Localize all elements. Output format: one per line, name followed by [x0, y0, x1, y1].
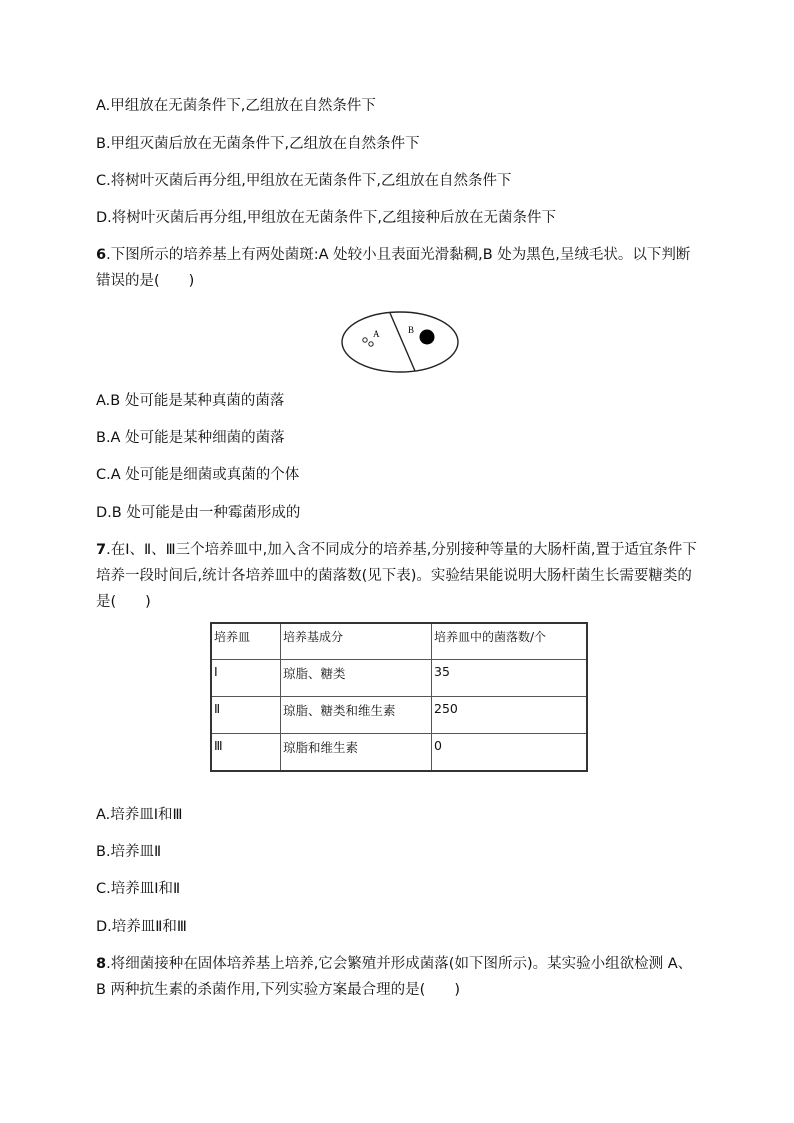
table-row [211, 660, 587, 697]
q6-stem-text: .下图所示的培养基上有两处菌斑:A 处较小且表面光滑黏稠,B 处为黑色,呈绒毛状。以下判断错误的是( ) [96, 247, 691, 289]
table-cell: Ⅱ [211, 697, 281, 734]
q5-option-a: A.甲组放在无菌条件下,乙组放在自然条件下 [96, 98, 376, 114]
q7-option-c: C.培养皿Ⅰ和Ⅱ [96, 881, 181, 897]
q7-stem [96, 537, 700, 615]
q5-option-c: C.将树叶灭菌后再分组,甲组放在无菌条件下,乙组放在自然条件下 [96, 173, 512, 189]
colony-a-dot-2 [369, 342, 373, 346]
table-row [211, 734, 587, 772]
label-b: B [408, 325, 415, 335]
table-cell: 0 [432, 734, 588, 772]
colony-a-dot-1 [363, 338, 367, 342]
table-cell: 琼脂、糖类和维生素 [281, 697, 432, 734]
q5-option-d: D.将树叶灭菌后再分组,甲组放在无菌条件下,乙组接种后放在无菌条件下 [96, 210, 556, 226]
dish-divider [390, 313, 415, 371]
q6-number: 6 [96, 247, 107, 263]
table-header-row [211, 623, 587, 660]
table-header: 培养皿中的菌落数/个 [432, 623, 588, 660]
table-cell: 琼脂、糖类 [281, 660, 432, 697]
label-a: A [373, 329, 380, 339]
q6-option-a: A.B 处可能是某种真菌的菌落 [96, 393, 285, 409]
q6-option-b: B.A 处可能是某种细菌的菌落 [96, 430, 285, 446]
q5-option-b: B.甲组灭菌后放在无菌条件下,乙组放在自然条件下 [96, 136, 420, 152]
table-header: 培养基成分 [281, 623, 432, 660]
q7-option-d: D.培养皿Ⅱ和Ⅲ [96, 919, 187, 935]
q7-option-b: B.培养皿Ⅱ [96, 844, 162, 860]
q6-option-d: D.B 处可能是由一种霉菌形成的 [96, 505, 301, 521]
q8-stem [96, 951, 700, 1003]
table-cell: Ⅰ [211, 660, 281, 697]
q8-stem-text: .将细菌接种在固体培养基上培养,它会繁殖并形成菌落(如下图所示)。某实验小组欲检测 A、B 两种抗生素的杀菌作用,下列实验方案最合理的是( ) [96, 956, 693, 998]
q7-stem-text: .在Ⅰ、Ⅱ、Ⅲ三个培养皿中,加入含不同成分的培养基,分别接种等量的大肠杆菌,置于适宜条件下培养一段时间后,统计各培养皿中的菌落数(见下表)。实验结果能说明大肠杆菌生长需要糖类的是( ) [96, 542, 697, 610]
q6-option-c: C.A 处可能是细菌或真菌的个体 [96, 467, 300, 483]
table-cell: 250 [432, 697, 588, 734]
table-cell: 35 [432, 660, 588, 697]
dish-outline [342, 312, 458, 372]
colony-count-table [210, 622, 588, 772]
colony-b-black-spot [420, 330, 435, 345]
culture-dish-figure [340, 310, 460, 374]
q7-option-a: A.培养皿Ⅰ和Ⅲ [96, 807, 183, 823]
table-row [211, 697, 587, 734]
table-cell: 琼脂和维生素 [281, 734, 432, 772]
table-cell: Ⅲ [211, 734, 281, 772]
q8-number: 8 [96, 956, 107, 972]
q7-number: 7 [96, 542, 107, 558]
q6-stem [96, 242, 700, 294]
table-header: 培养皿 [211, 623, 281, 660]
